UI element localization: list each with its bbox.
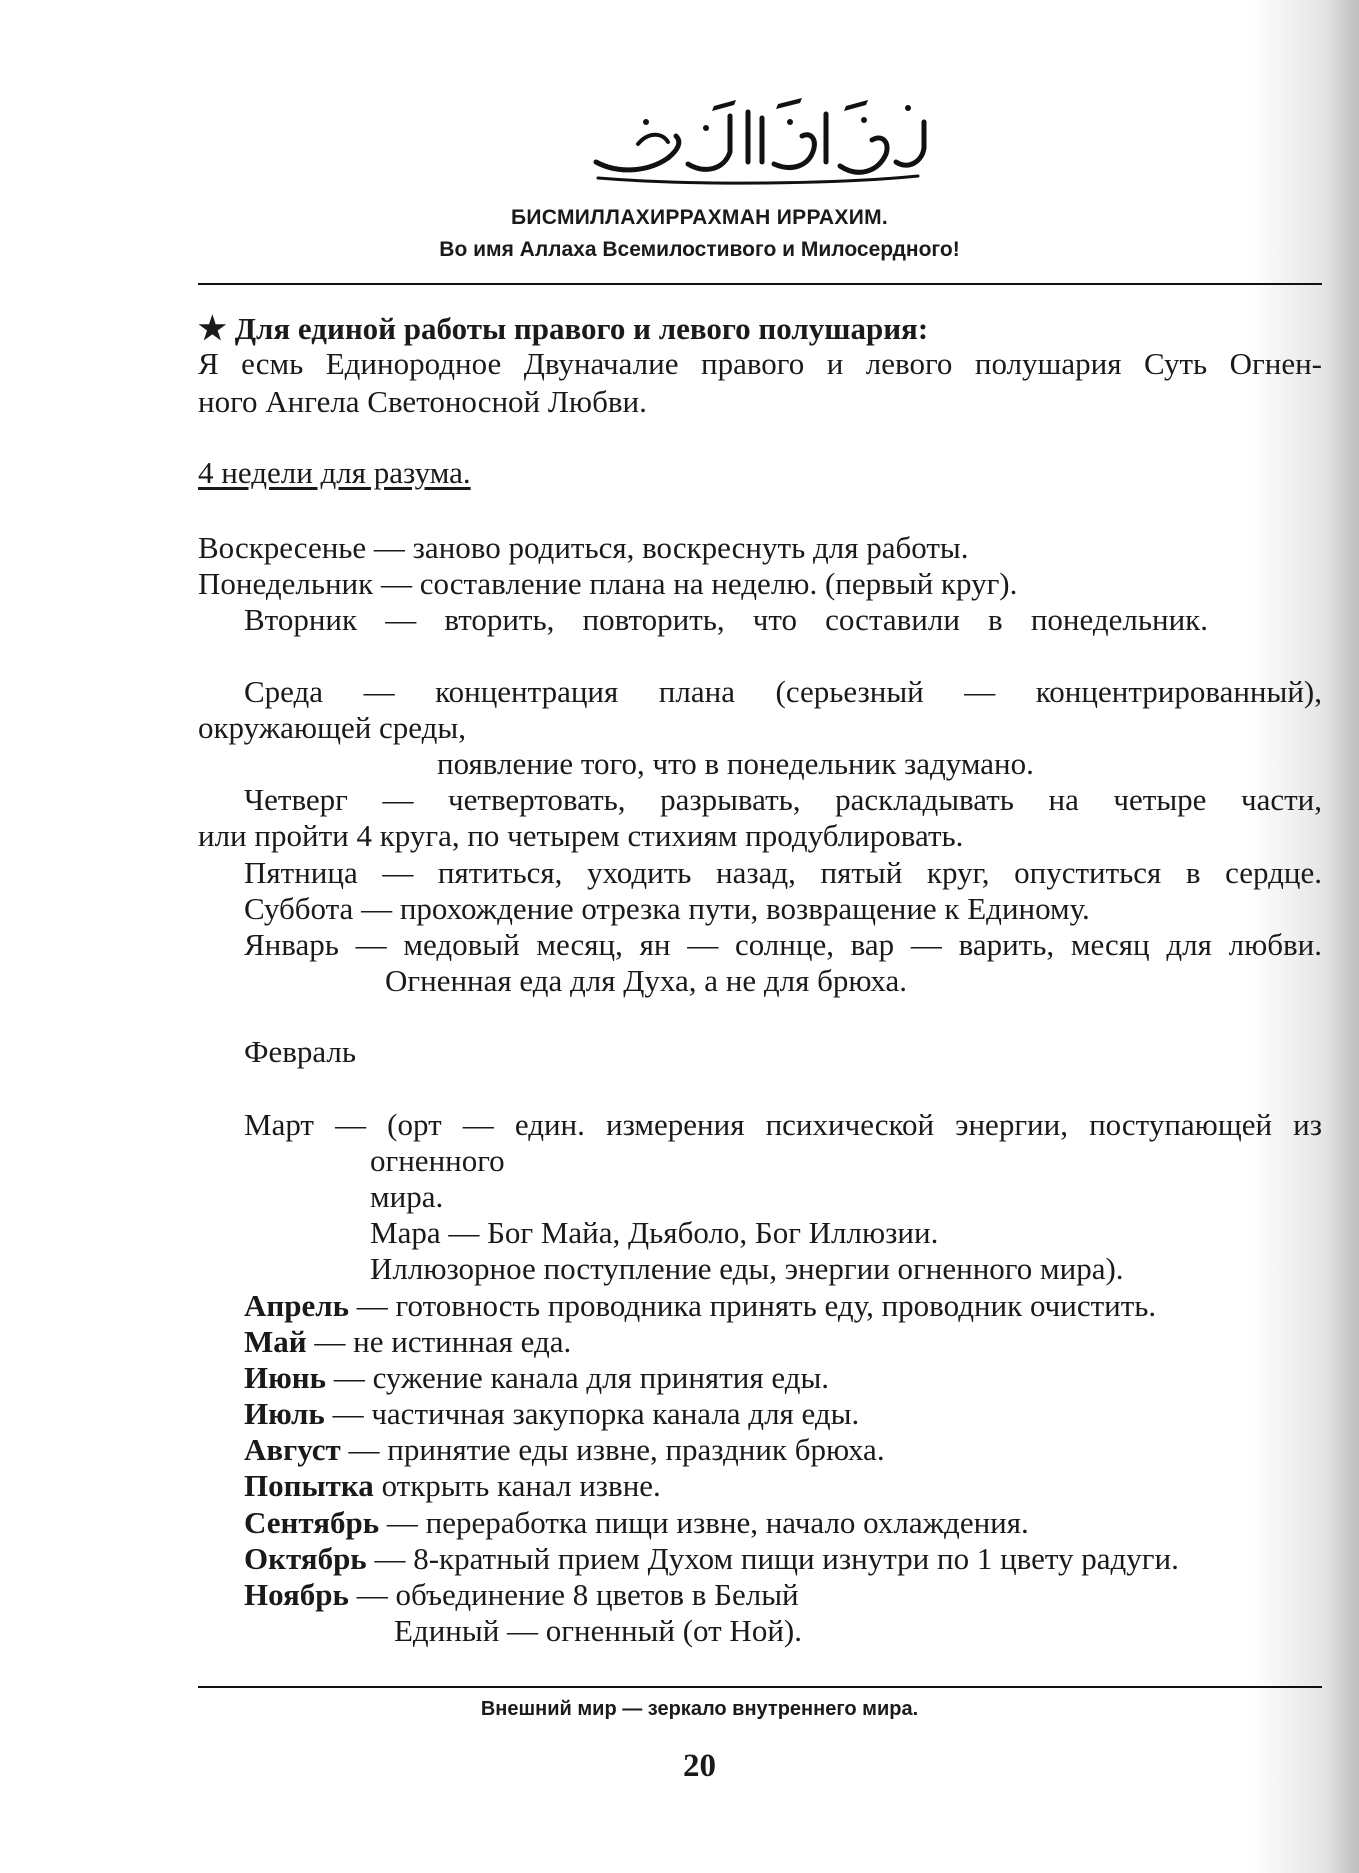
month-july	[244, 1396, 859, 1432]
day-sunday: Воскресенье — заново родиться, воскреснуть для работы.	[198, 530, 969, 565]
day-thursday-line1: Четверг — четвертовать, разрывать, раскладывать на четыре части,	[244, 782, 1322, 817]
month-march-line2: огненного	[370, 1143, 505, 1178]
header-subtitle: Во имя Аллаха Всемилостивого и Милосердного!	[439, 238, 960, 261]
section-heading-text: Для единой работы правого и левого полушария:	[234, 311, 929, 346]
section-body-line2: ного Ангела Светоносной Любви.	[198, 384, 647, 419]
section-body-line1: Я есмь Единородное Двуначалие правого и левого полушария Суть Огнен-	[198, 346, 1322, 381]
month-march-line3: мира.	[370, 1179, 444, 1214]
day-wednesday-line3: появление того, что в понедельник задумано.	[437, 746, 1034, 781]
day-saturday: Суббота — прохождение отрезка пути, возвращение к Единому.	[244, 891, 1090, 926]
page-number: 20	[683, 1748, 716, 1784]
month-march-line5: Иллюзорное поступление еды, энергии огненного мира).	[370, 1251, 1124, 1286]
top-divider	[198, 283, 1322, 285]
month-july-text: — частичная закупорка канала для еды.	[324, 1396, 860, 1431]
day-wednesday-line1: Среда — концентрация плана (серьезный — концентрированный),	[244, 674, 1322, 709]
month-august-text: — принятие еды извне, праздник брюха.	[340, 1432, 885, 1467]
weeks-title: 4 недели для разума.	[198, 455, 471, 490]
month-april-text: — готовность проводника принять еду, проводник очистить.	[349, 1288, 1157, 1323]
month-september-text: — переработка пищи извне, начало охлаждения.	[379, 1505, 1029, 1540]
bottom-divider	[198, 1686, 1322, 1688]
day-tuesday: Вторник — вторить, повторить, что составили в понедельник.	[244, 602, 1208, 637]
month-may-text: — не истинная еда.	[306, 1324, 572, 1359]
day-wednesday-line2: окружающей среды,	[198, 710, 467, 745]
month-november-name: Ноябрь	[244, 1577, 349, 1612]
month-july-name: Июль	[244, 1396, 325, 1431]
attempt-name: Попытка	[244, 1468, 374, 1503]
attempt-text: открыть канал извне.	[373, 1468, 661, 1503]
month-march-line1: Март — (орт — един. измерения психической энергии, поступающей из	[244, 1107, 1322, 1142]
month-october	[244, 1541, 1179, 1577]
bismillah-calligraphy	[578, 92, 938, 188]
month-september-name: Сентябрь	[244, 1505, 380, 1540]
section-heading	[198, 310, 928, 347]
month-april	[244, 1288, 1156, 1324]
month-august-name: Август	[244, 1432, 341, 1467]
month-september	[244, 1505, 1029, 1541]
month-november-line2: Единый — огненный (от Ной).	[394, 1613, 802, 1648]
day-friday: Пятница — пятиться, уходить назад, пятый круг, опуститься в сердце.	[244, 855, 1322, 890]
month-october-text: — 8-кратный прием Духом пищи изнутри по 1 цвету радуги.	[366, 1541, 1179, 1576]
month-january-line1: Январь — медовый месяц, ян — солнце, вар — варить, месяц для любви.	[244, 927, 1322, 962]
day-monday: Понедельник — составление плана на неделю. (первый круг).	[198, 566, 1018, 601]
month-august	[244, 1432, 885, 1468]
star-icon: ★	[198, 310, 227, 346]
footer-motto: Внешний мир — зеркало внутреннего мира.	[480, 1698, 919, 1720]
month-march-line4: Мара — Бог Майа, Дьяболо, Бог Иллюзии.	[370, 1215, 939, 1250]
month-october-name: Октябрь	[244, 1541, 367, 1576]
month-june-text: — сужение канала для принятия еды.	[326, 1360, 830, 1395]
month-may	[244, 1324, 571, 1360]
month-june	[244, 1360, 829, 1396]
month-june-name: Июнь	[244, 1360, 327, 1395]
month-april-name: Апрель	[244, 1288, 350, 1323]
month-january-line2: Огненная еда для Духа, а не для брюха.	[385, 963, 907, 998]
month-november-text: — объединение 8 цветов в Белый	[348, 1577, 799, 1612]
page-edge-shadow	[1325, 0, 1359, 1873]
month-may-name: Май	[244, 1324, 307, 1359]
header-title: БИСМИЛЛАХИРРАХМАН ИРРАХИМ.	[510, 206, 889, 229]
month-november	[244, 1577, 799, 1613]
month-february: Февраль	[244, 1034, 357, 1069]
attempt-line	[244, 1468, 661, 1504]
day-thursday-line2: или пройти 4 круга, по четырем стихиям продублировать.	[198, 818, 964, 853]
